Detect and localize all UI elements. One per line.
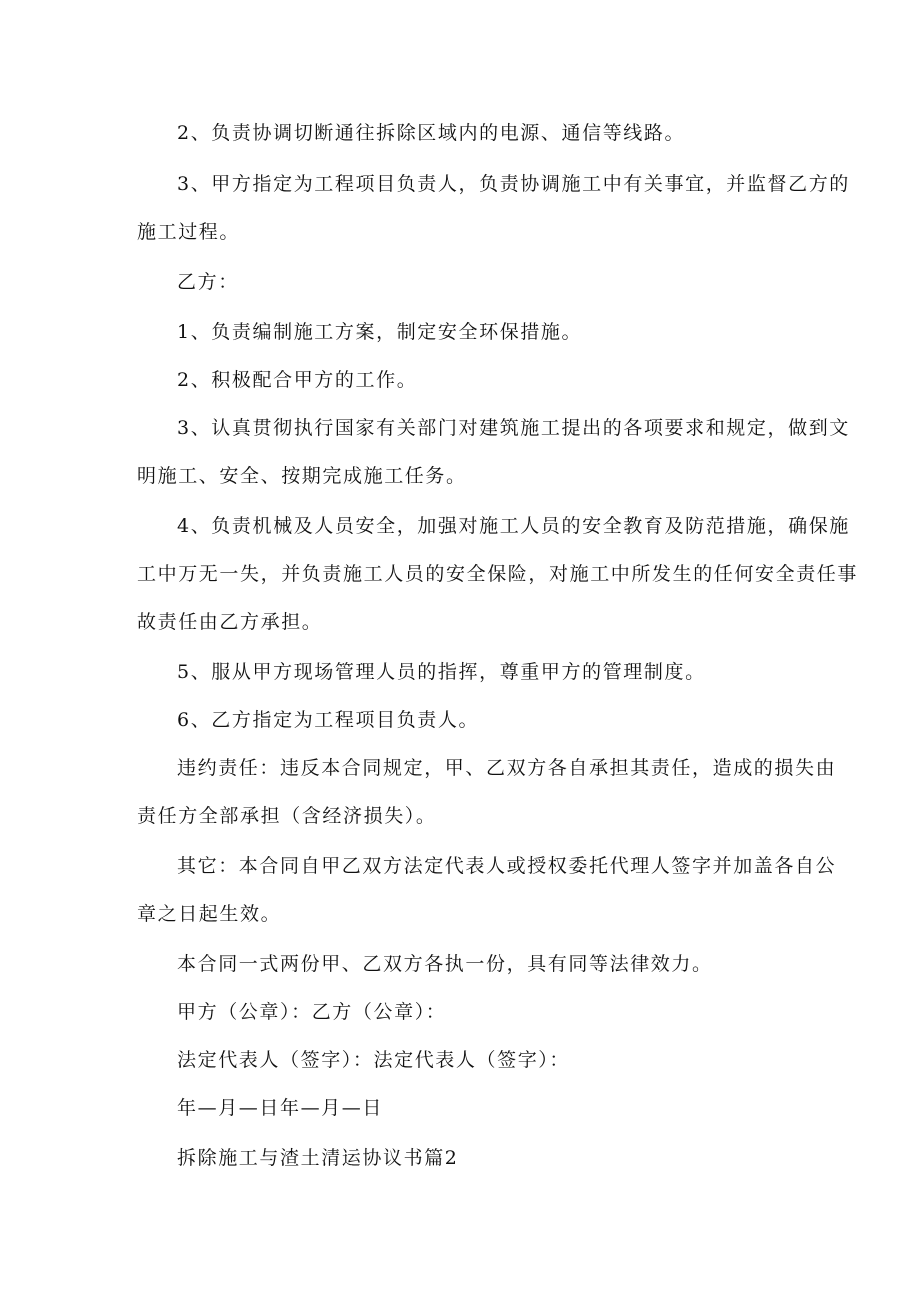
paragraph-jia-2-line-1: 2、负责协调切断通往拆除区域内的电源、通信等线路。 <box>177 122 686 144</box>
paragraph-breach-line-1: 违约责任：违反本合同规定，甲、乙双方各自承担其责任，造成的损失由 <box>177 757 837 779</box>
paragraph-copies: 本合同一式两份甲、乙双方各执一份，具有同等法律效力。 <box>177 953 713 975</box>
paragraph-yi-6-line-1: 6、乙方指定为工程项目负责人。 <box>177 709 480 731</box>
representative-signature-line: 法定代表人（签字）：法定代表人（签字）： <box>177 1049 571 1071</box>
paragraph-jia-3-line-1: 3、甲方指定为工程项目负责人，负责协调施工中有关事宜，并监督乙方的 <box>177 173 850 195</box>
paragraph-yi-3-line-2: 明施工、安全、按期完成施工任务。 <box>137 465 467 487</box>
seal-line: 甲方（公章）：乙方（公章）： <box>177 1001 447 1023</box>
paragraph-other-line-1: 其它：本合同自甲乙双方法定代表人或授权委托代理人签字并加盖各自公 <box>177 855 837 877</box>
paragraph-yi-1-line-1: 1、负责编制施工方案，制定安全环保措施。 <box>177 321 583 343</box>
paragraph-yi-4-line-2: 工中万无一失，并负责施工人员的安全保险，对施工中所发生的任何安全责任事 <box>137 563 859 585</box>
date-line: 年—月—日年—月—日 <box>177 1097 384 1119</box>
paragraph-jia-3-line-2: 施工过程。 <box>137 221 241 243</box>
paragraph-yi-4-line-1: 4、负责机械及人员安全，加强对施工人员的安全教育及防范措施，确保施 <box>177 515 850 537</box>
party-b-heading: 乙方： <box>177 271 239 293</box>
paragraph-yi-5-line-1: 5、服从甲方现场管理人员的指挥，尊重甲方的管理制度。 <box>177 661 706 683</box>
paragraph-yi-4-line-3: 故责任由乙方承担。 <box>137 611 323 633</box>
next-agreement-title: 拆除施工与渣土清运协议书篇2 <box>177 1147 459 1169</box>
paragraph-yi-2-line-1: 2、积极配合甲方的工作。 <box>177 369 418 391</box>
paragraph-yi-3-line-1: 3、认真贯彻执行国家有关部门对建筑施工提出的各项要求和规定，做到文 <box>177 417 850 439</box>
paragraph-other-line-2: 章之日起生效。 <box>137 903 282 925</box>
paragraph-breach-line-2: 责任方全部承担（含经济损失）。 <box>137 805 437 827</box>
